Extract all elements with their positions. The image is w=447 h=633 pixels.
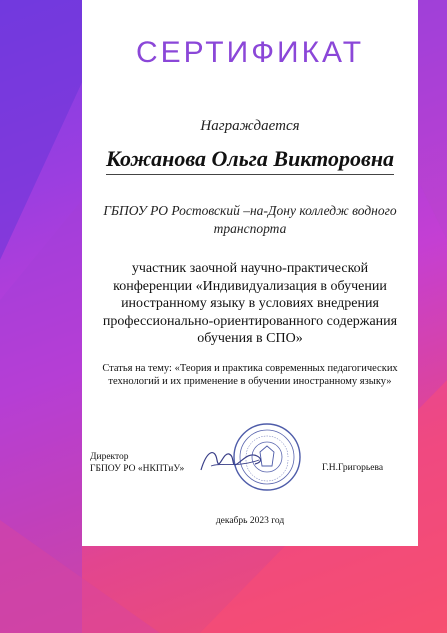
recipient-organization: ГБПОУ РО Ростовский –на-Дону колледж водного транспорта bbox=[103, 203, 397, 236]
certificate-card bbox=[82, 0, 418, 546]
director-block bbox=[90, 452, 184, 475]
signer-name: Г.Н.Григорьева bbox=[322, 463, 384, 473]
official-stamp bbox=[232, 422, 302, 492]
director-org: ГБПОУ РО «НКПТиУ» bbox=[90, 463, 185, 474]
name-underline bbox=[106, 174, 394, 175]
director-title: Директор bbox=[90, 452, 129, 462]
participation-description: участник заочной научно-практической конференции «Индивидуализация в обучении иностранному языку в условиях внедрения профессионально-ориентированного содержания обучения в СПО» bbox=[102, 261, 398, 346]
certificate-title: СЕРТИФИКАТ bbox=[135, 36, 365, 69]
certificate-date: декабрь 2023 год bbox=[215, 516, 285, 526]
awarded-label: Награждается bbox=[200, 118, 300, 134]
recipient-name: Кожанова Ольга Викторовна bbox=[105, 146, 395, 171]
article-topic: Статья на тему: «Теория и практика современных педагогических технологий и их применение в обучении иностранному языку» bbox=[102, 363, 398, 387]
